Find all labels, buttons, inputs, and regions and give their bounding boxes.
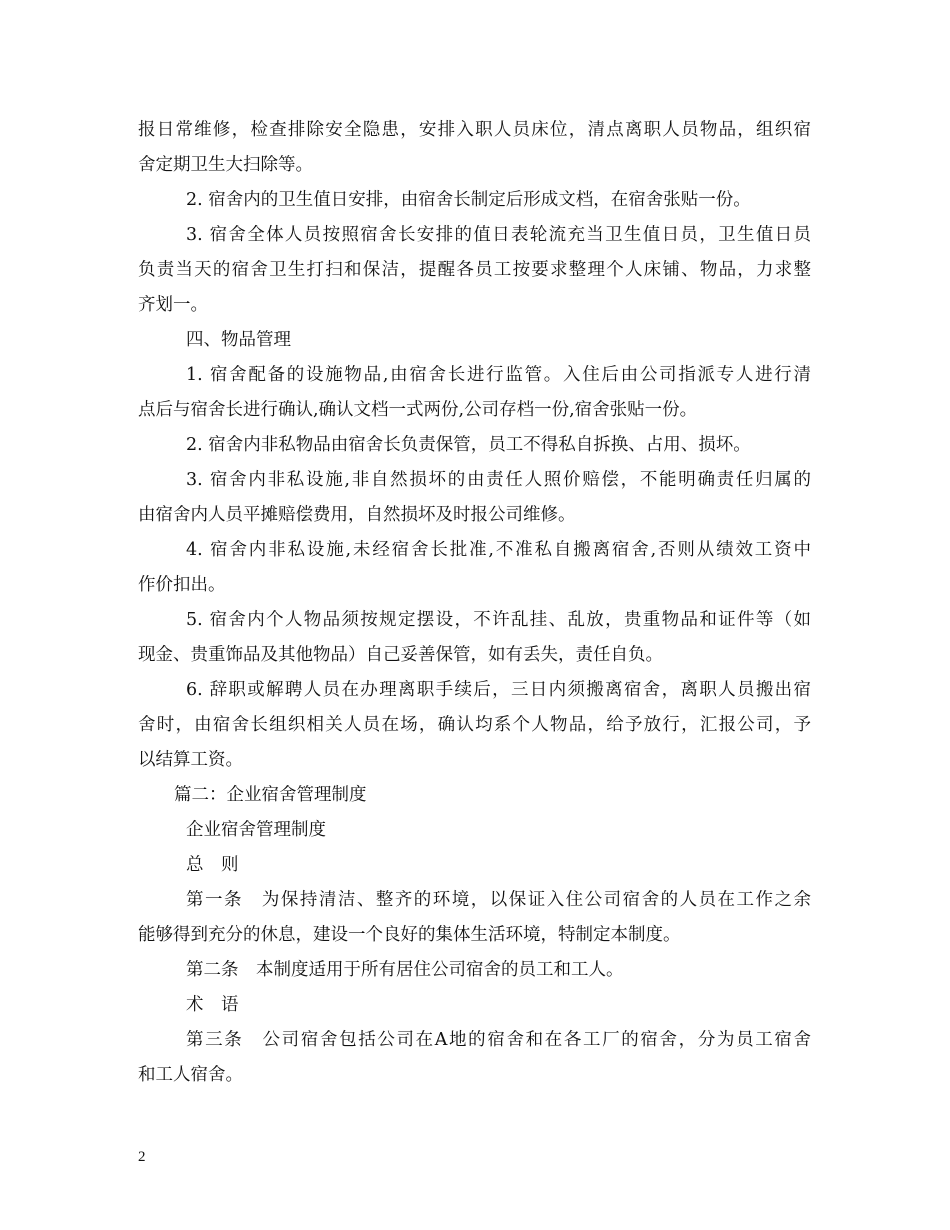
page-number: 2 <box>138 1149 146 1165</box>
text-line: 齐划一。 <box>138 295 208 315</box>
text-line: 作价扣出。 <box>138 575 226 595</box>
text-line: 能够得到充分的休息，建设一个良好的集体生活环境，特制定本制度。 <box>138 925 681 945</box>
text-line: 4. 宿舍内非私设施,未经宿舍长批准,不准私自搬离宿舍,否则从绩效工资中 <box>186 540 811 560</box>
text-line: 第三条 公司宿舍包括公司在A地的宿舍和在各工厂的宿舍，分为员工宿舍 <box>186 1030 811 1050</box>
text-line: 和工人宿舍。 <box>138 1065 243 1085</box>
text-line: 6. 辞职或解聘人员在办理离职手续后，三日内须搬离宿舍，离职人员搬出宿 <box>186 680 811 700</box>
text-line: 舍定期卫生大扫除等。 <box>138 155 313 175</box>
text-line: 以结算工资。 <box>138 750 243 770</box>
text-line: 第一条 为保持清洁、整齐的环境，以保证入住公司宿舍的人员在工作之余 <box>186 890 811 910</box>
chapter-heading: 总 则 <box>186 855 239 875</box>
article-title: 企业宿舍管理制度 <box>186 820 326 840</box>
text-line: 2. 宿舍内非私物品由宿舍长负责保管，员工不得私自拆换、占用、损坏。 <box>186 435 751 455</box>
text-line: 3. 宿舍全体人员按照宿舍长安排的值日表轮流充当卫生值日员，卫生值日员 <box>186 225 811 245</box>
text-line: 3. 宿舍内非私设施,非自然损坏的由责任人照价赔偿，不能明确责任归属的 <box>186 470 811 490</box>
section-heading: 四、物品管理 <box>186 330 291 350</box>
text-line: 舍时，由宿舍长组织相关人员在场，确认均系个人物品，给予放行，汇报公司，予 <box>138 715 811 735</box>
text-line: 5. 宿舍内个人物品须按规定摆设，不许乱挂、乱放，贵重物品和证件等（如 <box>186 610 811 630</box>
text-line: 现金、贵重饰品及其他物品）自己妥善保管，如有丢失，责任自负。 <box>138 645 663 665</box>
text-line: 第二条 本制度适用于所有居住公司宿舍的员工和工人。 <box>186 960 624 980</box>
text-line: 点后与宿舍长进行确认,确认文档一式两份,公司存档一份,宿舍张贴一份。 <box>138 400 698 420</box>
text-line: 2. 宿舍内的卫生值日安排，由宿舍长制定后形成文档，在宿舍张贴一份。 <box>186 190 751 210</box>
text-line: 由宿舍内人员平摊赔偿费用，自然损坏及时报公司维修。 <box>138 505 576 525</box>
text-line: 1. 宿舍配备的设施物品,由宿舍长进行监管。入住后由公司指派专人进行清 <box>186 365 811 385</box>
text-line: 报日常维修，检查排除安全隐患，安排入职人员床位，清点离职人员物品，组织宿 <box>138 120 811 140</box>
chapter-heading: 术 语 <box>186 995 239 1015</box>
text-line: 负责当天的宿舍卫生打扫和保洁，提醒各员工按要求整理个人床铺、物品，力求整 <box>138 260 811 280</box>
article-heading: 篇二：企业宿舍管理制度 <box>174 785 367 805</box>
